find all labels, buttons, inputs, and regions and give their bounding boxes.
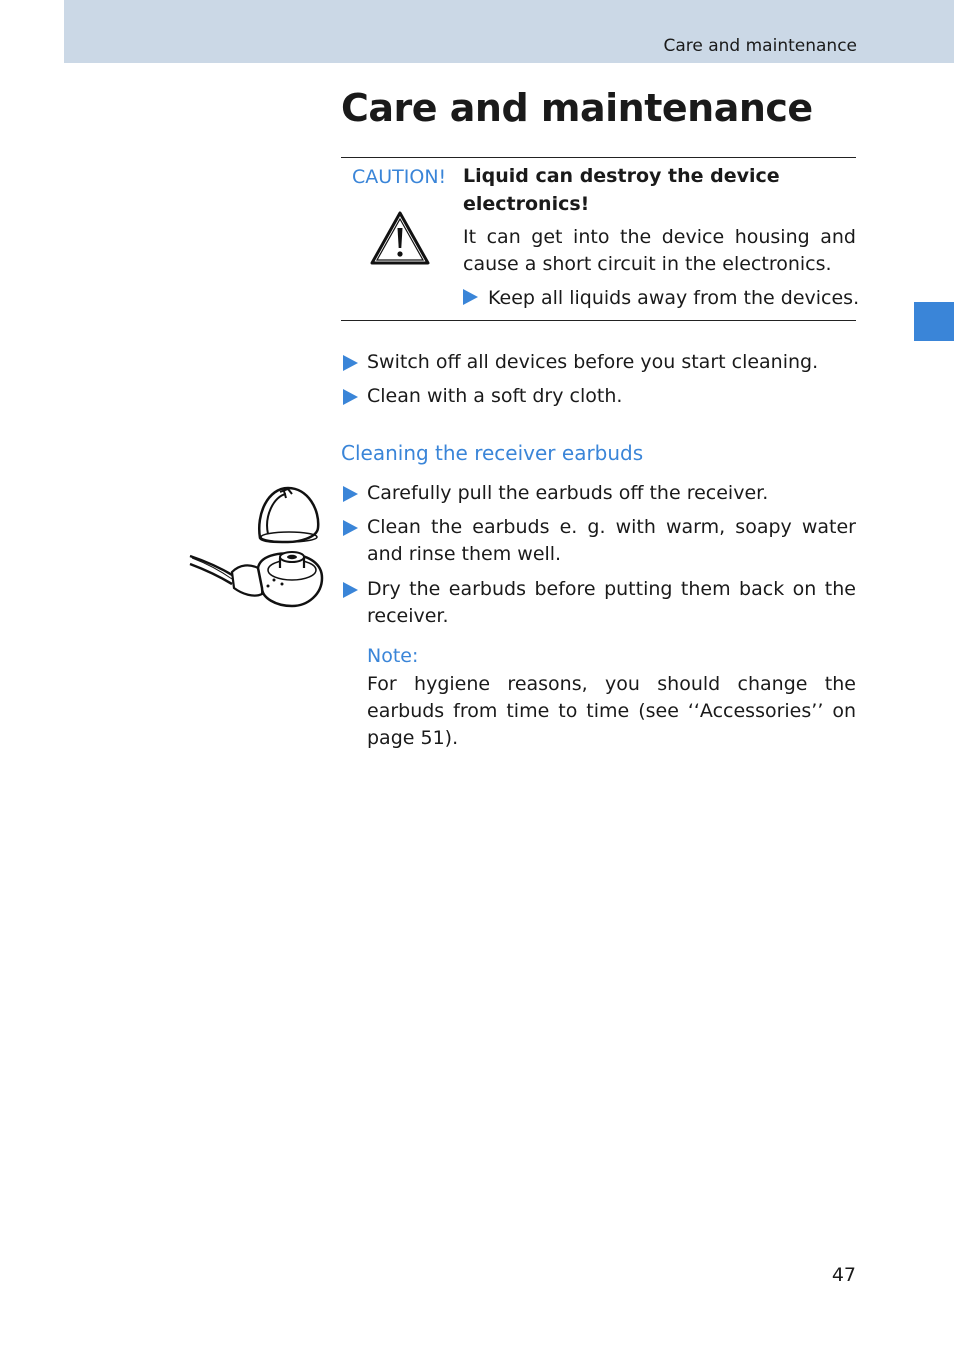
page-title: Care and maintenance [341, 86, 813, 130]
earbud-step-item [341, 480, 856, 507]
running-header: Care and maintenance [663, 36, 857, 56]
caution-step [463, 285, 860, 312]
step-arrow-icon [343, 486, 358, 502]
page-number: 47 [831, 1264, 856, 1286]
step-item [341, 383, 856, 410]
step-arrow-icon [343, 355, 358, 371]
step-text: Switch off all devices before you start cleaning. [367, 351, 819, 373]
step-arrow-icon [463, 289, 478, 305]
step-item [341, 349, 856, 376]
caution-heading: Liquid can destroy the device electronics! [463, 165, 780, 215]
warning-triangle-icon [369, 210, 431, 266]
step-text: Clean with a soft dry cloth. [367, 385, 623, 407]
caution-step-text: Keep all liquids away from the devices. [488, 287, 860, 309]
chapter-tab-marker [914, 302, 954, 341]
step-arrow-icon [343, 389, 358, 405]
earbud-receiver-illustration [188, 484, 328, 612]
caution-box [341, 157, 860, 321]
section-heading: Cleaning the receiver earbuds [341, 441, 644, 465]
note-text: For hygiene reasons, you should change the earbuds from time to time (see ‘‘Accessories’’ on page 51). [367, 673, 856, 749]
caution-text: It can get into the device housing and cause a short circuit in the electronics. [463, 226, 856, 275]
caution-label: CAUTION! [352, 166, 447, 188]
note-label: Note: [367, 645, 419, 667]
step-text: Carefully pull the earbuds off the receiver. [367, 482, 769, 504]
step-arrow-icon [343, 582, 358, 598]
step-arrow-icon [343, 520, 358, 536]
step-text: Clean the earbuds e. g. with warm, soapy water and rinse them well. [367, 516, 856, 565]
earbud-step-item [341, 514, 856, 568]
earbud-step-item [341, 576, 856, 630]
step-text: Dry the earbuds before putting them back on the receiver. [367, 578, 856, 627]
